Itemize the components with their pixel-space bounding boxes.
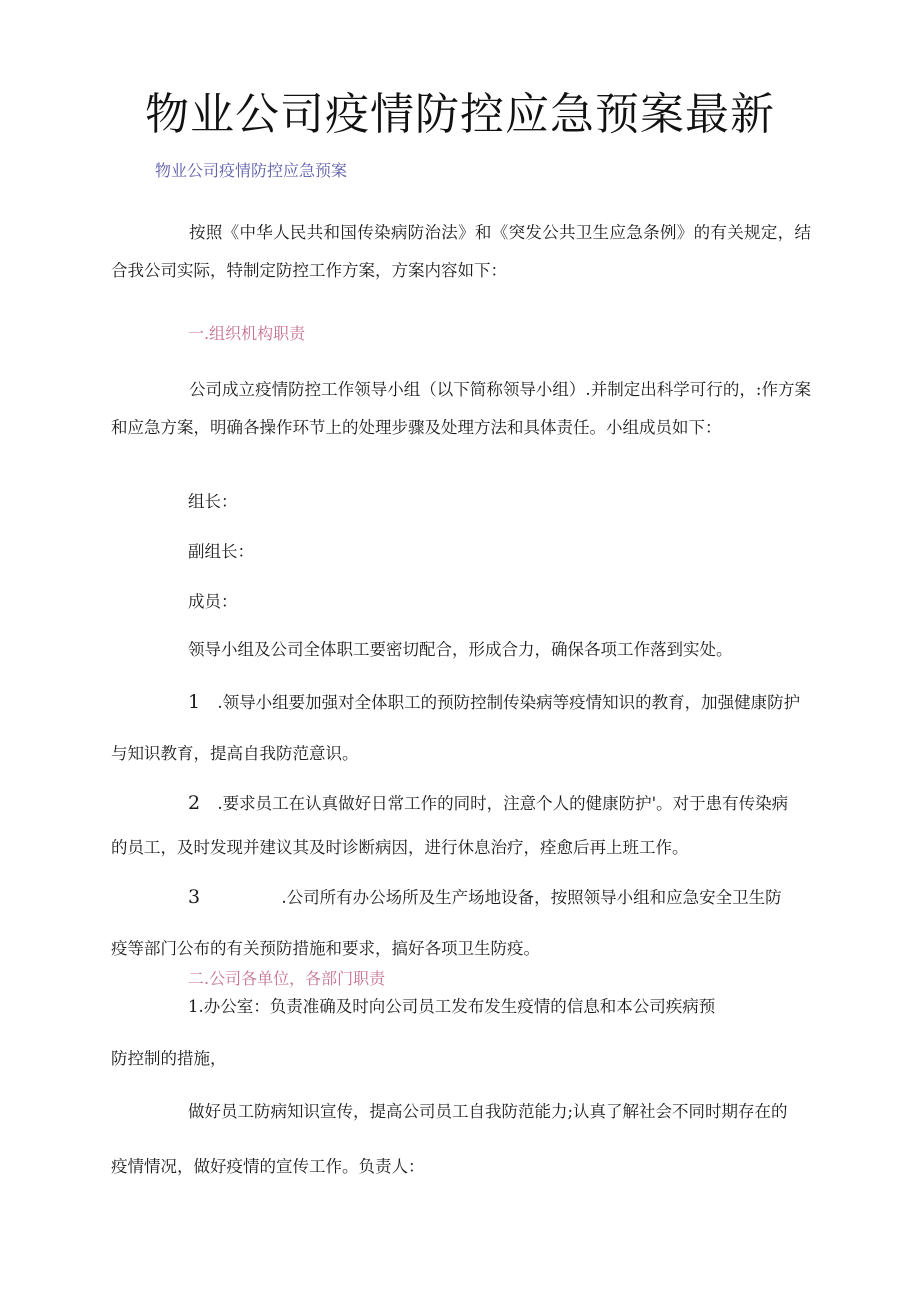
office-line2: 防控制的措施，: [111, 1049, 227, 1068]
section1-paragraph: 公司成立疫情防控工作领导小组（以下简称领导小组）.并制定出科学可行的，:作方案和应急方案，明确各操作环节上的处理步骤及处理方法和具体责任。小组成员如下：: [111, 380, 811, 437]
item3-line1: [188, 884, 782, 908]
item3-text: .公司所有办公场所及生产场地设备，按照领导小组和应急安全卫生防: [281, 888, 782, 907]
item1-text: .领导小组要加强对全体职工的预防控制传染病等疫情知识的教育，加强健康防护: [217, 693, 801, 712]
item2-text: .要求员工在认真做好日常工作的同时，注意个人的健康防护'。对于患有传染病: [217, 794, 789, 813]
document-title: 物业公司疫情防控应急预案最新: [145, 89, 775, 140]
intro-paragraph: 按照《中华人民共和国传染病防治法》和《突发公共卫生应急条例》的有关规定，结合我公司实际，特制定防控工作方案，方案内容如下：: [111, 223, 811, 280]
section1-heading: 一.组织机构职责: [188, 324, 306, 343]
cooperation-text: 领导小组及公司全体职工要密切配合，形成合力，确保各项工作落到实处。: [188, 640, 733, 659]
members-label: 成员：: [188, 592, 238, 611]
item1-line2: 与知识教育，提高自我防范意识。: [111, 744, 359, 763]
section2-heading: 二.公司各单位，各部门职责: [188, 969, 386, 988]
office-para-line2: 疫情情况，做好疫情的宣传工作。负责人：: [111, 1157, 425, 1176]
leader-label: 组长：: [188, 492, 238, 511]
item2-number: 2: [188, 792, 201, 814]
item2-line1: [188, 790, 788, 814]
item3-number: 3: [188, 886, 201, 908]
office-line1: 1.办公室：负责准确及时向公司员工发布发生疫情的信息和本公司疾病预: [188, 997, 716, 1016]
office-para-line1: 做好员工防病知识宣传，提高公司员工自我防范能力;认真了解社会不同时期存在的: [188, 1102, 788, 1121]
document-subtitle: 物业公司疫情防控应急预案: [155, 161, 348, 180]
item1-line1: [188, 689, 800, 713]
item2-line2: 的员工，及时发现并建议其及时诊断病因，进行休息治疗，痊愈后再上班工作。: [111, 838, 689, 857]
item3-line2: 疫等部门公布的有关预防措施和要求，搞好各项卫生防疫。: [111, 939, 540, 958]
deputy-leader-label: 副组长：: [188, 542, 254, 561]
item1-number: 1: [188, 691, 201, 713]
